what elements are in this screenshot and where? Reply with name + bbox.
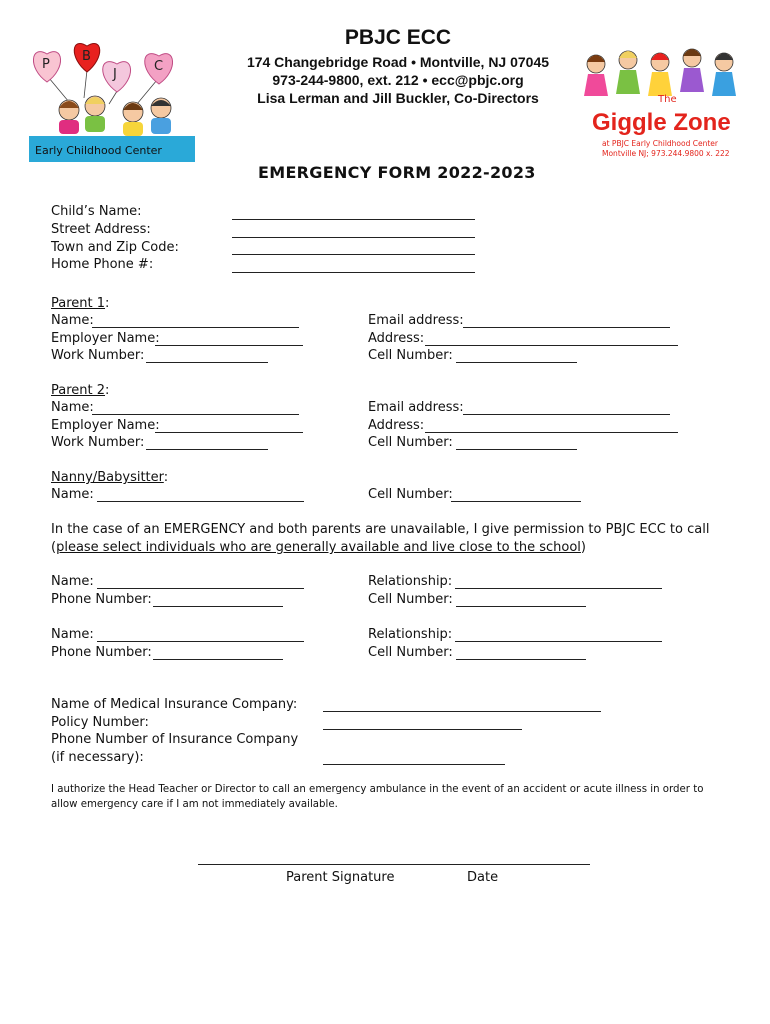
town-zip-label: Town and Zip Code: [51,240,179,255]
contact2-name-label: Name: [51,627,94,642]
nanny-cell-label: Cell Number: [368,487,453,502]
parent2-cell-label: Cell Number: [368,435,453,450]
contact2-relationship-field[interactable] [455,641,662,642]
parent2-employer-label: Employer Name: [51,418,160,433]
home-phone-field[interactable] [232,272,475,273]
town-zip-field[interactable] [232,254,475,255]
giggle-name: Giggle Zone [592,109,731,136]
dancing-kids-illustration [584,49,736,96]
parent1-employer-label: Employer Name: [51,331,160,346]
parent2-employer-field[interactable] [155,432,303,433]
home-phone-label: Home Phone #: [51,257,154,272]
child-name-label: Child’s Name: [51,204,142,219]
letter-j: J [113,67,117,82]
contact2-phone-field[interactable] [153,659,283,660]
contact1-name-field[interactable] [97,588,304,589]
authorization-line-2: allow emergency care if I am not immediately available. [51,799,338,810]
contact1-phone-label: Phone Number: [51,592,152,607]
contact2-name-field[interactable] [97,641,304,642]
contact2-relationship-label: Relationship: [368,627,453,642]
insurance-phone-field[interactable] [323,764,505,765]
parent2-name-field[interactable] [92,414,299,415]
insurance-phone-label: Phone Number of Insurance Company [51,732,299,747]
parent1-email-label: Email address: [368,313,464,328]
header-address: 174 Changebridge Road • Montville, NJ 07045 [246,54,550,70]
letter-c: C [154,59,164,74]
ecc-logo [29,38,195,162]
giggle-sub2: Montville NJ; 973.244.9800 x. 222 [602,149,730,158]
contact2-phone-label: Phone Number: [51,645,152,660]
parent1-work-field[interactable] [146,362,268,363]
parent2-heading: Parent 2: [51,383,110,398]
insurance-company-label: Name of Medical Insurance Company: [51,697,298,712]
parent2-work-label: Work Number: [51,435,145,450]
header-contact: 973-244-9800, ext. 212 • ecc@pbjc.org [272,72,524,88]
street-address-field[interactable] [232,237,475,238]
nanny-name-label: Name: [51,487,94,502]
parent2-email-field[interactable] [463,414,670,415]
parent1-employer-field[interactable] [155,345,303,346]
parent-signature-label: Parent Signature [286,870,395,885]
parent1-cell-field[interactable] [456,362,577,363]
giggle-zone-logo [574,38,746,162]
parent1-work-label: Work Number: [51,348,145,363]
parent1-name-field[interactable] [92,327,299,328]
policy-number-field[interactable] [323,729,522,730]
policy-number-label: Policy Number: [51,715,149,730]
form-title: EMERGENCY FORM 2022-2023 [258,163,536,182]
parent2-name-label: Name: [51,400,94,415]
contact1-relationship-label: Relationship: [368,574,453,589]
nanny-heading: Nanny/Babysitter: [51,470,169,485]
letter-p: P [42,57,50,72]
parent1-address-label: Address: [368,331,425,346]
header-directors: Lisa Lerman and Jill Buckler, Co-Directors [257,90,539,106]
parent1-cell-label: Cell Number: [368,348,453,363]
logo-caption: Early Childhood Center [35,144,162,157]
insurance-company-field[interactable] [323,711,601,712]
parent1-name-label: Name: [51,313,94,328]
emergency-note: (please select individuals who are generally available and live close to the school) [51,540,586,555]
letter-b: B [82,49,91,64]
parent2-address-label: Address: [368,418,425,433]
parent2-work-field[interactable] [146,449,268,450]
page-title: PBJC ECC [344,26,452,49]
contact1-relationship-field[interactable] [455,588,662,589]
insurance-phone-label-2: (if necessary): [51,750,144,765]
giggle-the: The [658,94,677,105]
nanny-cell-field[interactable] [451,501,581,502]
contact1-cell-field[interactable] [456,606,586,607]
parent1-heading: Parent 1: [51,296,110,311]
contact1-name-label: Name: [51,574,94,589]
giggle-sub1: at PBJC Early Childhood Center [602,139,718,148]
emergency-intro: In the case of an EMERGENCY and both parents are unavailable, I give permission to PBJC ECC to call [51,522,710,537]
signature-line[interactable] [198,864,590,865]
parent2-address-field[interactable] [425,432,678,433]
nanny-name-field[interactable] [97,501,304,502]
date-label: Date [467,870,499,885]
kids-illustration [59,96,171,136]
parent1-address-field[interactable] [425,345,678,346]
parent2-cell-field[interactable] [456,449,577,450]
contact2-cell-field[interactable] [456,659,586,660]
authorization-line-1: I authorize the Head Teacher or Director to call an emergency ambulance in the event of an accident or acute illness in order to [51,784,704,795]
contact1-phone-field[interactable] [153,606,283,607]
parent1-email-field[interactable] [463,327,670,328]
contact2-cell-label: Cell Number: [368,645,453,660]
child-name-field[interactable] [232,219,475,220]
contact1-cell-label: Cell Number: [368,592,453,607]
street-address-label: Street Address: [51,222,151,237]
parent2-email-label: Email address: [368,400,464,415]
